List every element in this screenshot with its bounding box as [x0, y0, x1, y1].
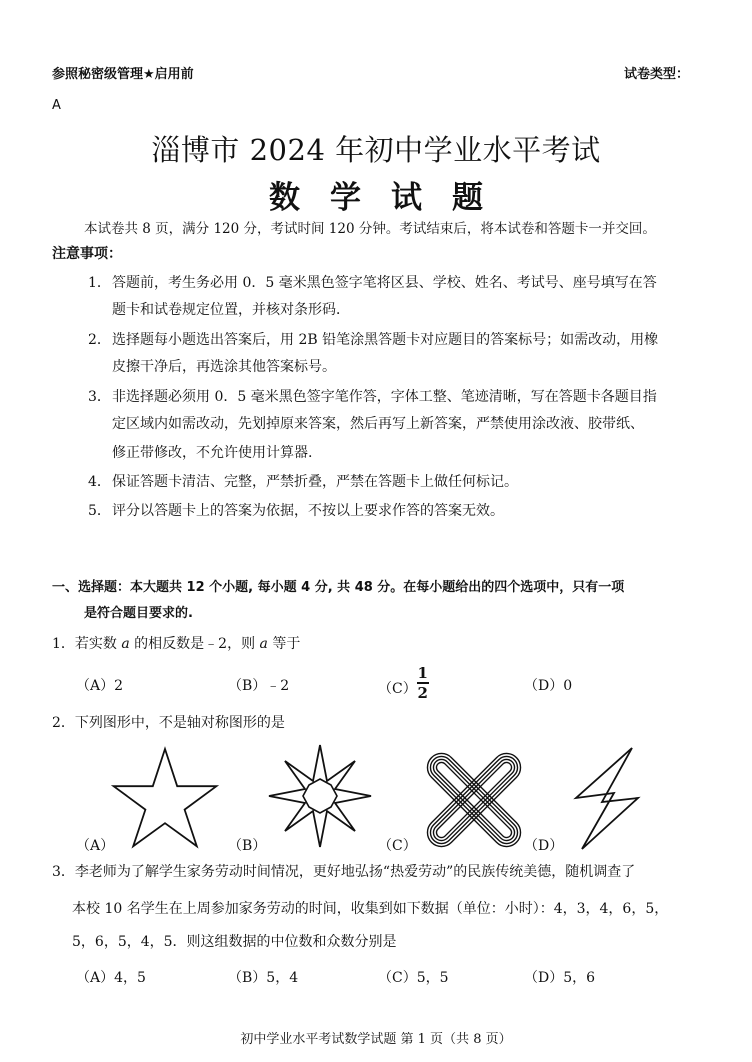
notice-item-num: 4． [88, 474, 111, 490]
q2-option-a: （A） [76, 838, 115, 854]
q1-option-b: （B）﹣2 [228, 678, 290, 694]
q3-option-d: （D）5，6 [524, 970, 596, 986]
q1-option-d: （D）0 [524, 678, 573, 694]
notice-item-num: 1． [88, 275, 111, 291]
q2-option-d: （D） [524, 838, 564, 854]
notice-item-line: 保证答题卡清洁、完整，严禁折叠，严禁在答题卡上做任何标记。 [112, 474, 518, 490]
question-3-stem: 3．李老师为了解学生家务劳动时间情况，更好地弘扬“热爱劳动”的民族传统美德，随机调查了 [52, 864, 636, 880]
notice-item-num: 3． [88, 389, 111, 405]
question-2-stem: 2．下列图形中，不是轴对称图形的是 [52, 715, 285, 731]
exam-subtitle: 数学试题 [269, 180, 513, 216]
notice-item-num: 2． [88, 332, 111, 348]
paper-type-label: 试卷类型： [624, 67, 690, 82]
section-heading-cont: 是符合题目要求的. [84, 606, 193, 621]
q3-option-a: （A）4，5 [76, 970, 146, 986]
section-heading: 一、选择题：本大题共 12 个小题, 每小题 4 分, 共 48 分。在每小题给出的四个选项中，只有一项 [52, 580, 625, 595]
fraction: $\frac{1}{2}$ [417, 664, 428, 702]
intro-text: 本试卷共 8 页，满分 120 分，考试时间 120 分钟。考试结束后，将本试卷和答题卡一并交回。 [84, 221, 656, 237]
notice-heading: 注意事项： [52, 246, 122, 262]
notice-item-line: 答题前，考生务必用 0．5 毫米黑色签字笔将区县、学校、姓名、考试号、座号填写在答 [112, 275, 657, 291]
exam-title: 淄博市 2024 年初中学业水平考试 [151, 133, 601, 167]
question-3-stem-cont: 本校 10 名学生在上周参加家务劳动的时间，收集到如下数据（单位：小时）：4，3，4，6，5， [72, 901, 669, 917]
notice-item-line: 选择题每小题选出答案后，用 2B 铅笔涂黑答题卡对应题目的答案标号；如需改动，用橡 [112, 332, 659, 348]
notice-item-line: 定区域内如需改动，先划掉原来答案，然后再写上新答案，严禁使用涂改液、胶带纸、 [112, 416, 644, 432]
lightning-bolt-figure [572, 746, 642, 850]
notice-item-line: 修正带修改，不允许使用计算器. [112, 445, 313, 461]
notice-item-line: 非选择题必须用 0．5 毫米黑色签字笔作答，字体工整、笔迹清晰，写在答题卡各题目指 [112, 389, 657, 405]
q2-option-c: （C） [378, 838, 417, 854]
five-point-star-figure [112, 747, 218, 847]
notice-item-line: 皮擦干净后，再选涂其他答案标号。 [112, 359, 336, 375]
notice-item-line: 评分以答题卡上的答案为依据，不按以上要求作答的答案无效。 [112, 503, 504, 519]
page-footer: 初中学业水平考试数学试题 第 1 页（共 8 页） [240, 1032, 512, 1047]
question-1-stem: 1．若实数 a 的相反数是﹣2，则 a 等于 [52, 636, 301, 652]
interlaced-cross-figure [424, 750, 524, 850]
paper-type-letter: A [52, 98, 61, 113]
q1-option-c: （C） $\frac{1}{2}$ [378, 664, 428, 702]
q3-option-c: （C）5，5 [378, 970, 449, 986]
question-3-stem-cont: 5，6，5，4，5．则这组数据的中位数和众数分别是 [72, 934, 397, 950]
notice-item-num: 5． [88, 503, 111, 519]
q1-option-a: （A）2 [76, 678, 124, 694]
confidentiality-label: 参照秘密级管理★启用前 [52, 67, 194, 82]
q2-option-b: （B） [228, 838, 267, 854]
notice-item-line: 题卡和试卷规定位置，并核对条形码． [112, 302, 350, 318]
eight-point-star-figure [268, 744, 372, 848]
q3-option-b: （B）5，4 [228, 970, 299, 986]
